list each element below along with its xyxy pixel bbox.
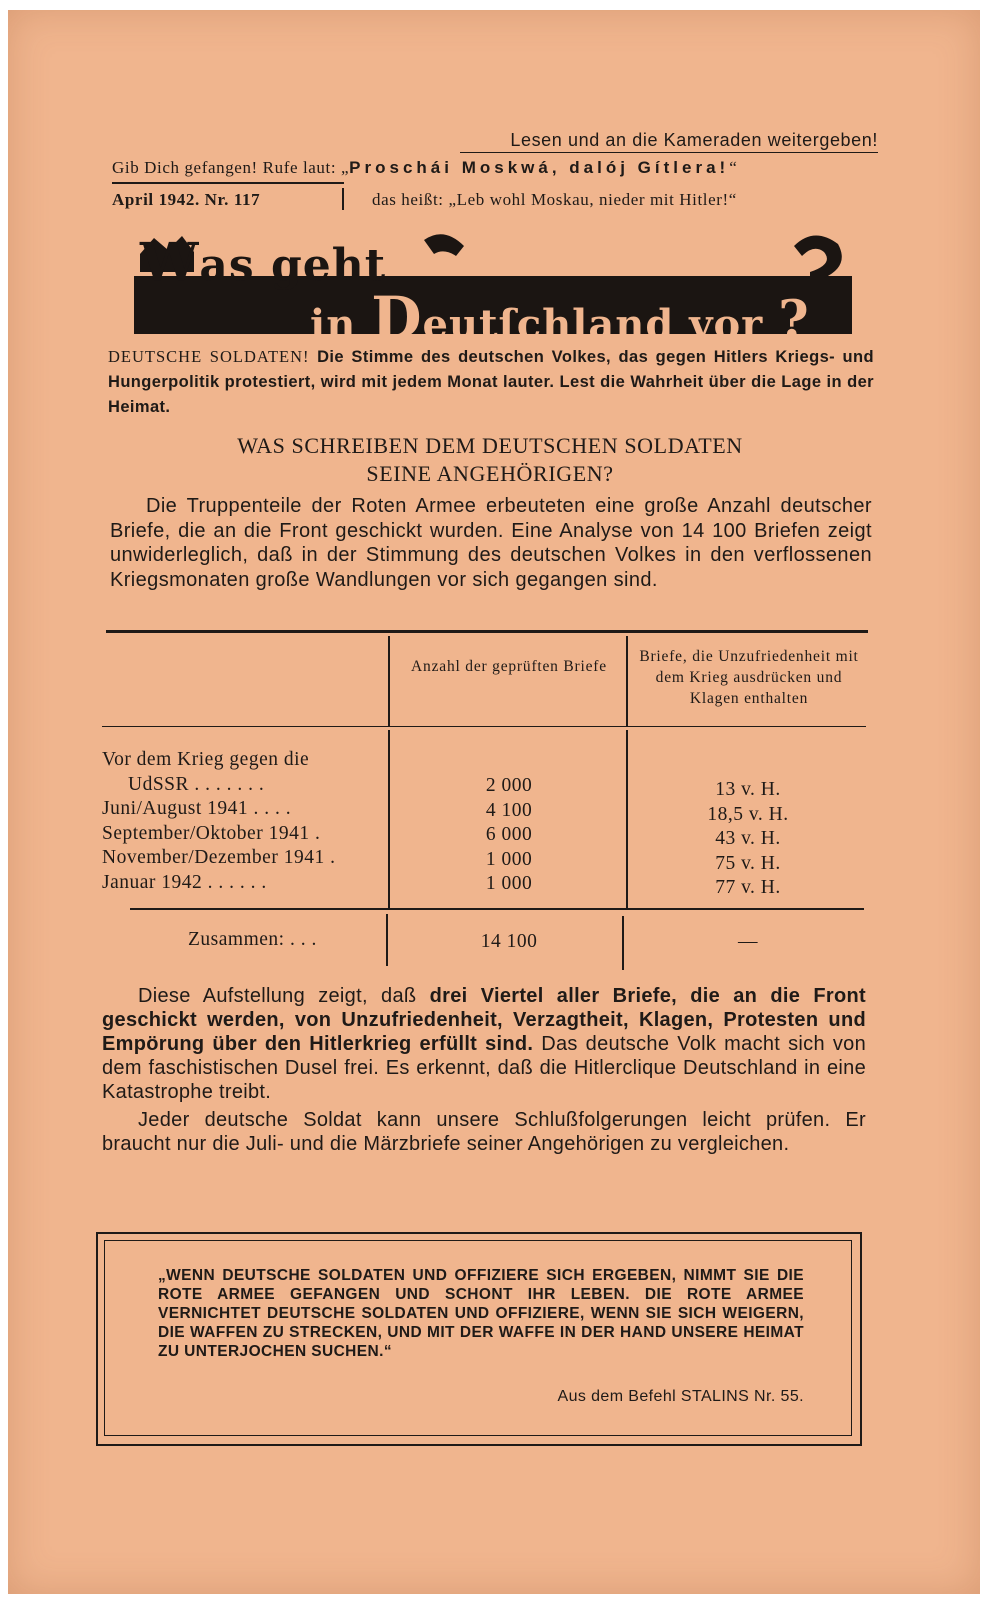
body-paragraph-1: Die Truppenteile der Roten Armee erbeuteten eine große Anzahl deutscher Briefe, die an die Front geschickt wurden. Eine Analyse von 14 100 Briefen zeigt unwiderleglich, daß in der Stimmung des deutschen Volkes in den verflossenen Kriegsmonaten große Wandlungen vor sich gegangen sind. (110, 495, 872, 591)
table-count-column (392, 774, 626, 897)
table-col-divider-5 (386, 914, 388, 966)
row-count-4: 1 000 (485, 848, 533, 870)
table-header-count: Anzahl der geprüften Briefe (411, 658, 607, 675)
row-share-5: 77 v. H. (715, 877, 781, 899)
table-total-label: Zusammen: . . . (188, 929, 317, 950)
row-label-5: Januar 1942 . . . . . . (102, 871, 267, 893)
table-share-column (630, 778, 866, 901)
section-heading (100, 432, 880, 488)
table-header-rule (102, 726, 866, 727)
table-total-count: 14 100 (480, 931, 538, 952)
heading-line2: SEINE ANGEHÖRIGEN? (366, 461, 614, 486)
phrase-translation: das heißt: „Leb wohl Moskau, nieder mit Hitler!“ (372, 190, 737, 209)
intro-paragraph (108, 344, 874, 420)
row-count-3: 6 000 (485, 824, 533, 846)
stalin-quote: „WENN DEUTSCHE SOLDATEN UND OFFIZIERE SICH ERGEBEN, NIMMT SIE DIE ROTE ARMEE GEFANGEN UND SCHONT IHR LEBEN. DIE ROTE ARMEE VERNICHTET DEUTSCHE SOLDATEN UND OFFIZIERE, WENN SIE SICH WEIGERN, DIE WAFFEN ZU STRECKEN, UND MIT DER WAFFE IN DER HAND UNSERE HEIMAT ZU UNTERJOCHEN SUCHEN.“ (158, 1267, 804, 1360)
row-share-1: 13 v. H. (715, 779, 781, 800)
row-label-1b: UdSSR . . . . . . . (128, 773, 265, 795)
masthead-line1: Was geht (140, 232, 387, 293)
table-total-share: — (738, 931, 758, 952)
table-label-column (102, 748, 386, 896)
header-rule (112, 182, 344, 184)
row-count-1: 2 000 (485, 775, 533, 796)
intro-lead: DEUTSCHE SOLDATEN! (108, 347, 310, 366)
row-label-2: Juni/August 1941 . . . . (102, 798, 292, 820)
row-share-4: 75 v. H. (715, 852, 781, 874)
table-col-divider-1 (388, 636, 390, 726)
table-col-divider-4 (626, 730, 628, 908)
row-label-4: November/Dezember 1941 . (102, 847, 336, 869)
masthead-line2: in Deutſchland vor ? (310, 284, 810, 352)
surrender-prefix: Gib Dich gefangen! Rufe laut: „ (112, 158, 350, 177)
body-paragraph-2: Diese Aufstellung zeigt, daß drei Viertel aller Briefe, die an die Front geschickt werden, von Unzufriedenheit, Verzagtheit, Klagen, Protesten und Empörung über den Hitlerkrieg erfüllt sind. Das deutsche Volk macht sich von dem faschistischen Dusel frei. Es erkennt, daß die Hitlerclique Deutschland in eine Katastrophe treibt. Jeder deutsche Soldat kann unsere Schlußfolgerungen leicht prüfen. Er braucht nur die Juli- und die Märzbriefe seiner Angehörigen zu vergleichen. (102, 985, 866, 1155)
surrender-phrase: Proschái Moskwá, dalój Gítlera! (349, 158, 730, 177)
header-divider (342, 188, 344, 210)
table-top-rule (106, 630, 868, 633)
table-col-divider-3 (388, 730, 390, 908)
heading-line1: WAS SCHREIBEN DEM DEUTSCHEN SOLDATEN (237, 433, 743, 458)
table-total-rule (130, 908, 864, 910)
surrender-suffix: “ (729, 158, 738, 177)
table-header-share: Briefe, die Unzufriedenheit mit dem Krieg ausdrücken und Klagen enthalten (639, 648, 859, 707)
pass-on-note: Lesen und an die Kameraden weitergeben! (460, 130, 878, 153)
row-share-2: 18,5 v. H. (707, 803, 789, 825)
table-col-divider-2 (626, 636, 628, 726)
intro-text: Die Stimme des deutschen Volkes, das gegen Hitlers Kriegs- und Hungerpolitik protestiert, wird mit jedem Monat lauter. Lest die Wahrheit über die Lage in der Heimat. (108, 348, 874, 416)
row-count-2: 4 100 (485, 799, 533, 821)
row-share-3: 43 v. H. (715, 828, 781, 850)
surrender-call (112, 158, 882, 178)
row-label-1a: Vor dem Krieg gegen die (102, 749, 310, 770)
issue-date: April 1942. Nr. 117 (112, 190, 261, 209)
row-label-3: September/Oktober 1941 . (102, 822, 321, 844)
quote-source: Aus dem Befehl STALINS Nr. 55. (557, 1388, 804, 1405)
row-count-5: 1 000 (485, 873, 533, 895)
